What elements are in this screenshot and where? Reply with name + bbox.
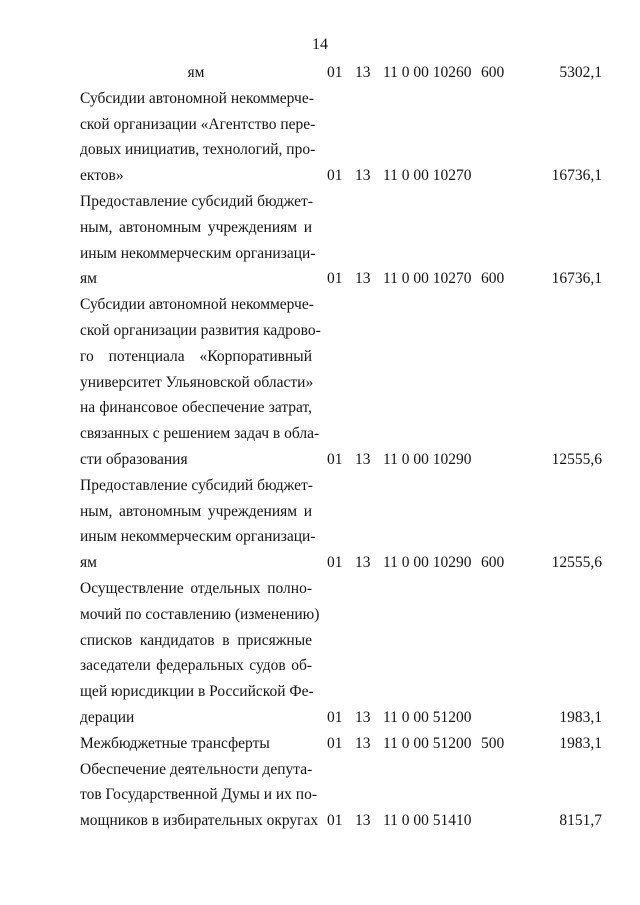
target-article-code: 11 0 00 10260	[383, 64, 472, 81]
row-name-line: иным некоммерческим организаци-	[80, 528, 316, 546]
row-name-line: го потенциала «Корпоративный	[80, 347, 312, 365]
row-name-line: иным некоммерческим организаци-	[80, 244, 316, 262]
row-name-line: на финансовое обеспечение затрат,	[80, 399, 312, 417]
row-name-line: ям	[187, 64, 205, 81]
amount: 1983,1	[559, 734, 602, 752]
subsection-code: 13	[355, 554, 371, 572]
row-name-line: ным, автономным учреждениям и	[80, 218, 312, 236]
row-name-line: довых инициатив, технологий, про-	[80, 141, 316, 159]
row-name-line: Осуществление отдельных полно-	[80, 580, 312, 597]
row-name-line: Межбюджетные трансферты	[80, 734, 270, 752]
section-code: 01	[327, 451, 343, 468]
section-code: 01	[327, 270, 343, 288]
target-article-code: 11 0 00 51200	[383, 734, 472, 752]
target-article-code: 11 0 00 10270	[383, 167, 472, 185]
expense-type-code	[481, 447, 513, 473]
row-name-line: Субсидии автономной некоммерче-	[80, 296, 314, 314]
expense-type-code: 500	[481, 734, 505, 752]
amount: 5302,1	[559, 64, 602, 81]
section-code: 01	[327, 167, 343, 185]
target-article-code: 11 0 00 51410	[383, 812, 472, 830]
subsection-code: 13	[355, 812, 371, 830]
subsection-code: 13	[355, 270, 371, 288]
row-name-line: мочий по составлению (изменению)	[80, 605, 320, 623]
subsection-code: 13	[355, 64, 371, 81]
amount: 8151,7	[559, 812, 602, 830]
row-name-line: ям	[80, 270, 97, 288]
section-code: 01	[327, 64, 343, 81]
target-article-code: 11 0 00 10290	[383, 451, 472, 468]
row-name-line: ным, автономным учреждениям и	[80, 502, 312, 520]
row-name-line: Субсидии автономной некоммерче-	[80, 89, 314, 107]
row-name-line: связанных с решением задач в обла-	[80, 425, 320, 443]
section-code: 01	[327, 709, 343, 726]
amount: 12555,6	[551, 451, 602, 468]
section-code: 01	[327, 554, 343, 572]
subsection-code: 13	[355, 734, 371, 752]
expense-type-code: 600	[481, 270, 505, 288]
expense-type-code	[481, 163, 513, 189]
row-name-line: сти образования	[80, 451, 188, 468]
expense-type-code	[481, 808, 513, 834]
target-article-code: 11 0 00 51200	[383, 709, 472, 726]
row-name-line: ям	[80, 554, 97, 572]
row-name-line: Обеспечение деятельности депута-	[80, 760, 313, 778]
row-name-line: щей юрисдикции в Российской Фе-	[80, 683, 314, 701]
amount: 16736,1	[551, 167, 602, 185]
target-article-code: 11 0 00 10270	[383, 270, 472, 288]
row-name-line: тов Государственной Думы и их по-	[80, 786, 317, 804]
page-number: 14	[312, 36, 328, 53]
row-name-line: дерации	[80, 709, 135, 726]
row-name-line: списков кандидатов в присяжные	[80, 631, 312, 649]
row-name-line: Предоставление субсидий бюджет-	[80, 476, 313, 494]
row-name-line: ской организации «Агентство пере-	[80, 115, 316, 133]
amount: 16736,1	[551, 270, 602, 288]
subsection-code: 13	[355, 709, 371, 726]
row-name-line: Предоставление субсидий бюджет-	[80, 193, 313, 210]
subsection-code: 13	[355, 451, 371, 468]
amount: 12555,6	[551, 554, 602, 572]
expense-type-code: 600	[481, 554, 505, 572]
amount: 1983,1	[559, 709, 602, 726]
expense-type-code	[481, 705, 513, 731]
row-name-line: университет Ульяновской области»	[80, 373, 314, 391]
section-code: 01	[327, 734, 343, 752]
section-code: 01	[327, 812, 343, 830]
target-article-code: 11 0 00 10290	[383, 554, 472, 572]
row-name-line: ской организации развития кадрово-	[80, 322, 321, 339]
row-name-line: заседатели федеральных судов об-	[80, 657, 312, 675]
row-name-line: ектов»	[80, 167, 124, 185]
expense-type-code: 600	[481, 64, 505, 81]
subsection-code: 13	[355, 167, 371, 185]
row-name-line: мощников в избирательных округах	[80, 812, 319, 830]
